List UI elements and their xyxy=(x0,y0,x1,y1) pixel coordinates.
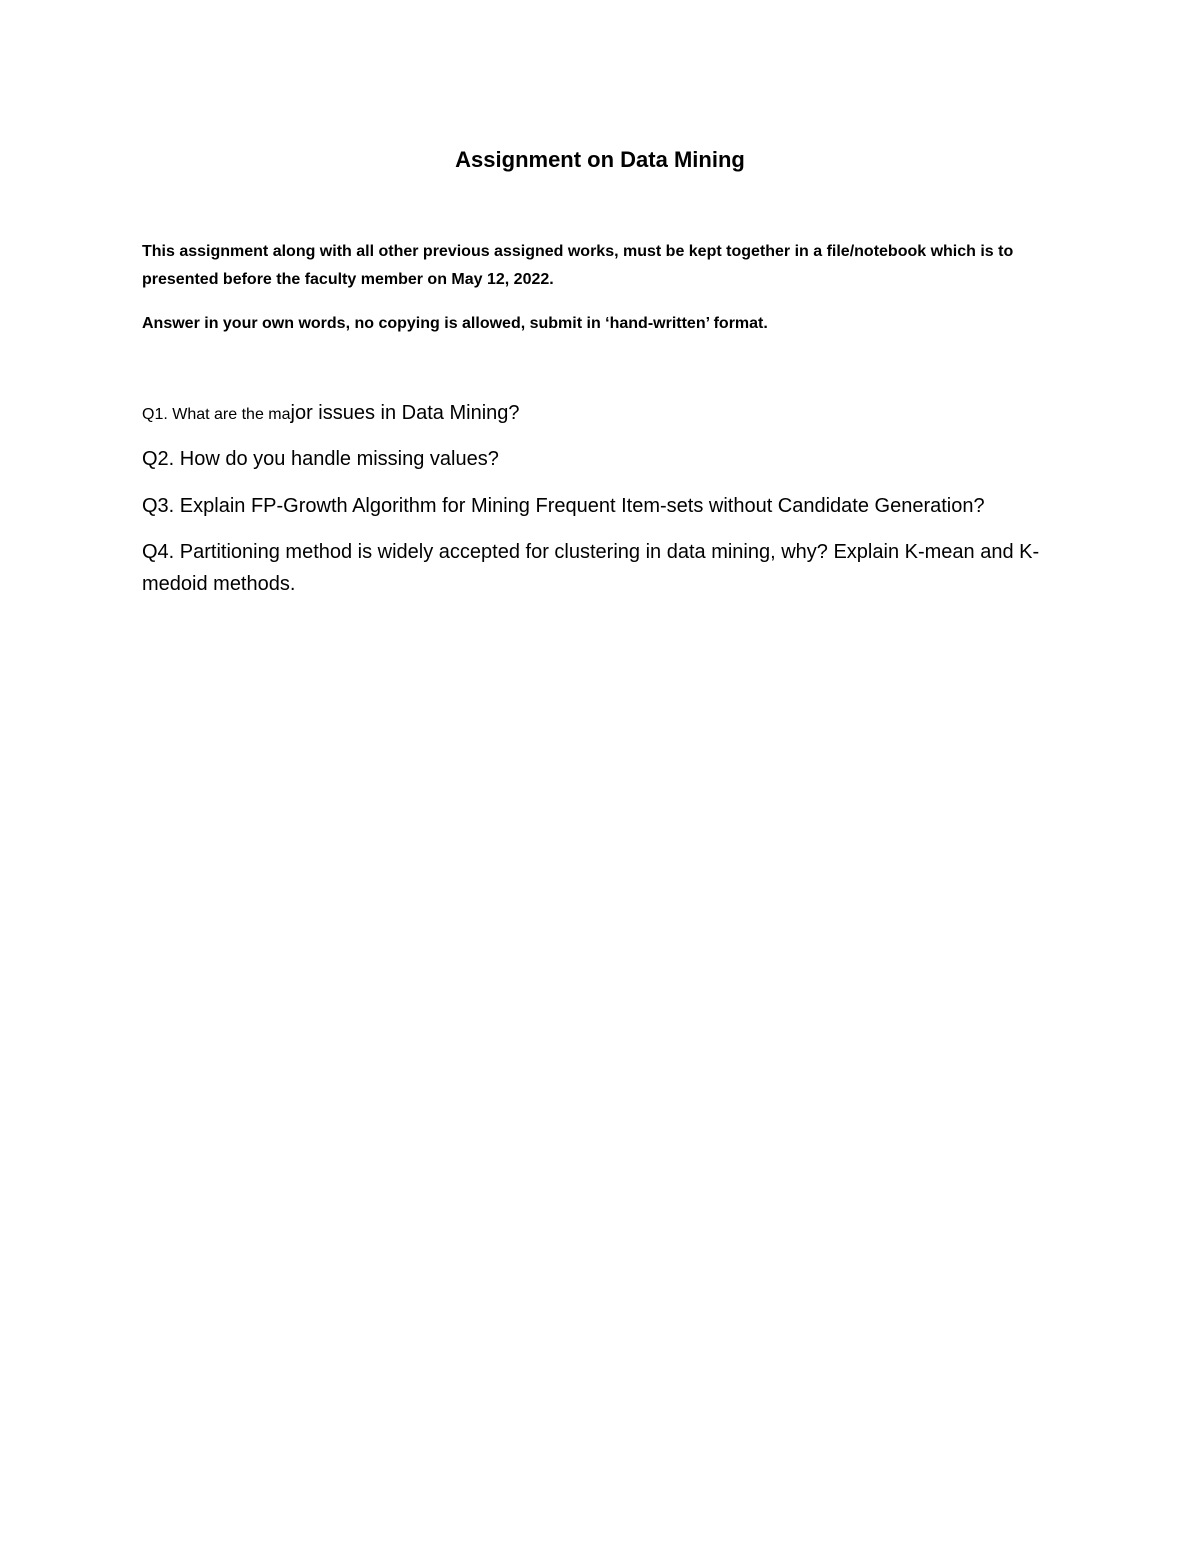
question-1-prefix: Q1. What are the ma xyxy=(142,406,291,423)
question-1-rest: jor issues in Data Mining? xyxy=(290,402,520,424)
question-2: Q2. How do you handle missing values? xyxy=(142,448,499,470)
question-3: Q3. Explain FP-Growth Algorithm for Mining Frequent Item-sets without Candidate Generation? xyxy=(142,495,985,517)
question-1 xyxy=(142,397,1072,431)
question-4: Q4. Partitioning method is widely accepted for clustering in data mining, why? Explain K-mean and K-medoid methods. xyxy=(142,541,1040,595)
instruction-own-words: Answer in your own words, no copying is allowed, submit in ‘hand-written’ format. xyxy=(142,315,768,332)
instruction-submission: This assignment along with all other previous assigned works, must be kept together in a file/notebook which is to presented before the faculty member on May 12, 2022. xyxy=(142,243,1014,288)
document-title: Assignment on Data Mining xyxy=(455,147,745,172)
